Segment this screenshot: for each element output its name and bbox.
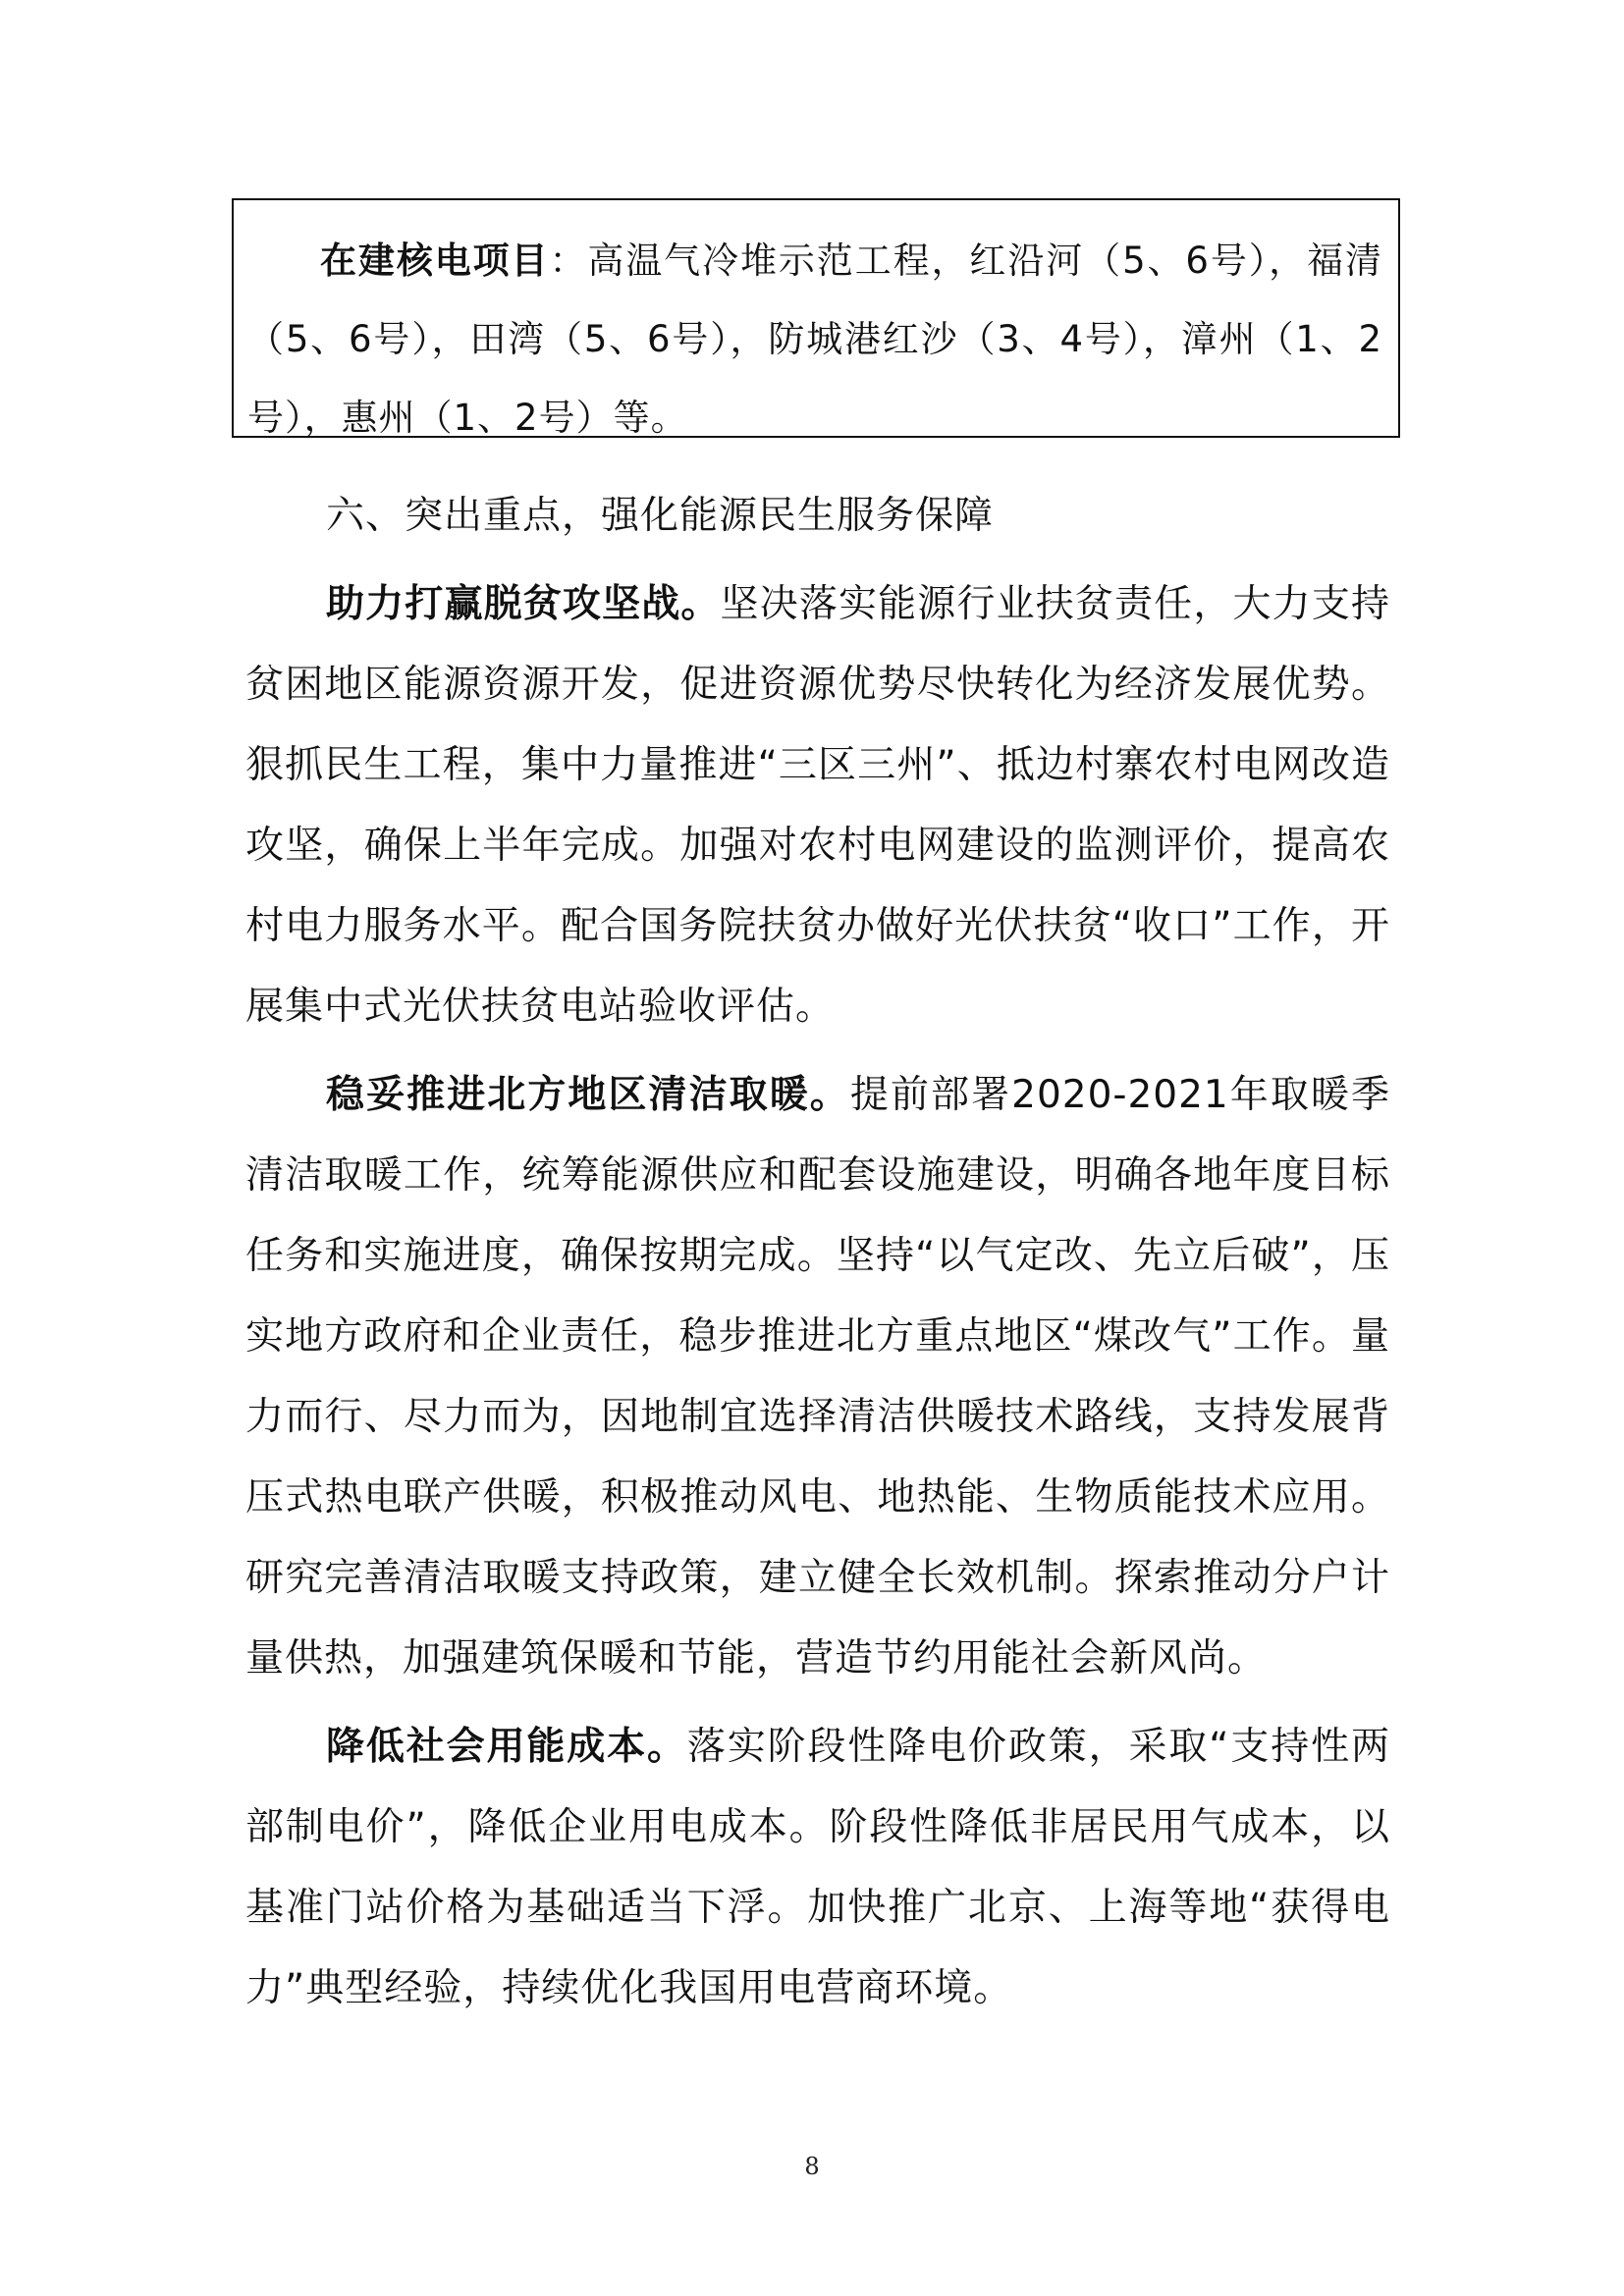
paragraph-lead: 助力打赢脱贫攻坚战。	[326, 582, 721, 626]
paragraph-text: 提前部署2020-2021年取暖季清洁取暖工作，统筹能源供应和配套设施建设，明确各地年度目标任务和实施进度，确保按期完成。坚持“以气定改、先立后破”，压实地方政府和企业责任，稳步推进北方重点地区“煤改气”工作。量力而行、尽力而为，因地制宜选择清洁供暖技术路线，支持发展背压式热电联产供暖，积极推动风电、地热能、生物质能技术应用。研究完善清洁取暖支持政策，建立健全长效机制。探索推动分户计量供热，加强建筑保暖和节能，营造节约用能社会新风尚。	[245, 1073, 1390, 1681]
body-content	[245, 476, 1390, 2029]
section-heading: 六、突出重点，强化能源民生服务保障	[326, 494, 995, 538]
box-lead: 在建核电项目	[320, 240, 550, 282]
paragraph-lead: 降低社会用能成本。	[326, 1725, 687, 1769]
paragraph-clean-heating	[245, 1055, 1390, 1699]
box-paragraph	[247, 222, 1382, 457]
paragraph-text: 落实阶段性降电价政策，采取“支持性两部制电价”，降低企业用电成本。阶段性降低非居民用气成本，以基准门站价格为基础适当下浮。加快推广北京、上海等地“获得电力”典型经验，持续优化我国用电营商环境。	[245, 1725, 1390, 2010]
paragraph-lead: 稳妥推进北方地区清洁取暖。	[326, 1073, 850, 1117]
page-number: 8	[804, 2153, 820, 2180]
nuclear-projects-box	[232, 198, 1400, 438]
paragraph-energy-cost	[245, 1707, 1390, 2029]
paragraph-poverty	[245, 564, 1390, 1047]
paragraph-text: 坚决落实能源行业扶贫责任，大力支持贫困地区能源资源开发，促进资源优势尽快转化为经济发展优势。狠抓民生工程，集中力量推进“三区三州”、抵边村寨农村电网改造攻坚，确保上半年完成。加强对农村电网建设的监测评价，提高农村电力服务水平。配合国务院扶贫办做好光伏扶贫“收口”工作，开展集中式光伏扶贫电站验收评估。	[245, 582, 1390, 1029]
box-text: ：高温气冷堆示范工程，红沿河（5、6号），福清（5、6号），田湾（5、6号），防城港红沙（3、4号），漳州（1、2号），惠州（1、2号）等。	[247, 240, 1382, 439]
